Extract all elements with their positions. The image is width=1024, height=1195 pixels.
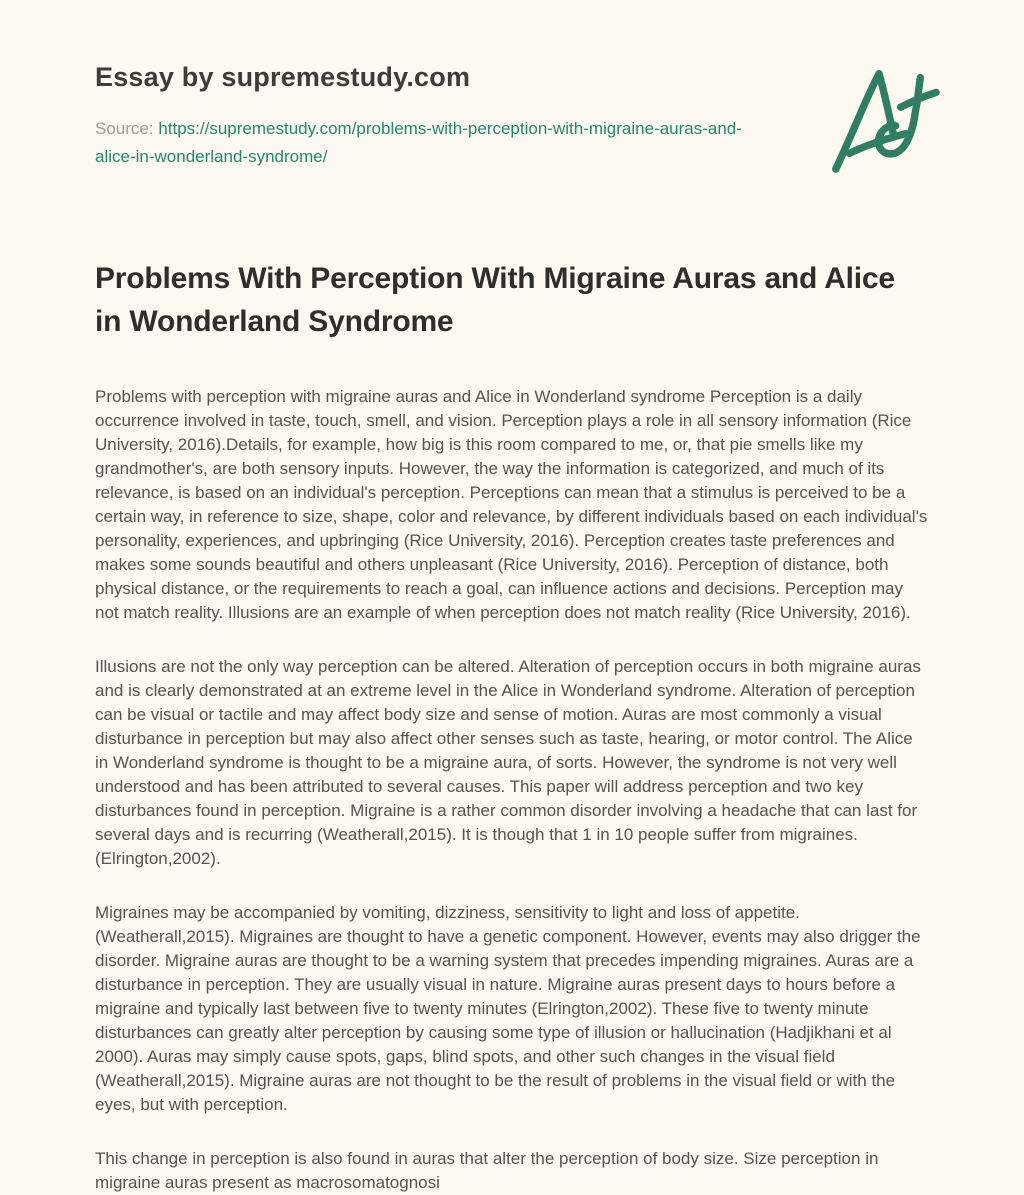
essay-body [95,385,929,1195]
a-plus-logo [816,58,944,176]
site-header-title: Essay by supremestudy.com [95,62,471,92]
source-link[interactable]: https://supremestudy.com/problems-with-perception-with-migraine-auras-and-alice-in-wonderland-syndrome/ [95,119,742,166]
essay-title: Problems With Perception With Migraine Auras and Alice in Wonderland Syndrome [95,262,895,338]
essay-paragraph-1: Problems with perception with migraine auras and Alice in Wonderland syndrome Perception is a daily occurrence involved in taste, touch, smell, and vision. Perception plays a role in all sensory information (Rice University, 2016).Details, for example, how big is this room compared to me, or, that pie smells like my grandmother's, are both sensory inputs. However, the way the information is categorized, and much of its relevance, is based on an individual's perception. Perceptions can mean that a stimulus is perceived to be a certain way, in reference to size, shape, color and relevance, by different individuals based on each individual's personality, experiences, and upbringing (Rice University, 2016). Perception creates taste preferences and makes some sounds beautiful and others unpleasant (Rice University, 2016). Perception of distance, both physical distance, or the requirements to reach a goal, can influence actions and decisions. Perception may not match reality. Illusions are an example of when perception does not match reality (Rice University, 2016). [95,387,928,622]
source-line [95,115,775,171]
source-label: Source: [95,119,154,138]
essay-paragraph-4: This change in perception is also found in auras that alter the perception of body size. Size perception in migraine auras present as macrosomatognosi [95,1149,879,1192]
essay-paragraph-2: Illusions are not the only way perception can be altered. Alteration of perception occurs in both migraine auras and is clearly demonstrated at an extreme level in the Alice in Wonderland syndrome. Alteration of perception can be visual or tactile and may affect body size and sense of motion. Auras are most commonly a visual disturbance in perception but may also affect other senses such as taste, hearing, or motor control. The Alice in Wonderland syndrome is thought to be a migraine aura, of sorts. However, the syndrome is not very well understood and has been attributed to several causes. This paper will address perception and two key disturbances found in perception. Migraine is a rather common disorder involving a headache that can last for several days and is recurring (Weatherall,2015). It is though that 1 in 10 people suffer from migraines. (Elrington,2002). [95,657,921,868]
essay-paragraph-3: Migraines may be accompanied by vomiting, dizziness, sensitivity to light and loss of appetite.(Weatherall,2015). Migraines are thought to have a genetic component. However, events may also drigger the disorder. Migraine auras are thought to be a warning system that precedes impending migraines. Auras are a disturbance in perception. They are usually visual in nature. Migraine auras present days to hours before a migraine and typically last between five to twenty minutes (Elrington,2002). These five to twenty minute disturbances can greatly alter perception by causing some type of illusion or hallucination (Hadjikhani et al 2000). Auras may simply cause spots, gaps, blind spots, and other such changes in the visual field (Weatherall,2015). Migraine auras are not thought to be the result of problems in the visual field or with the eyes, but with perception. [95,903,921,1114]
